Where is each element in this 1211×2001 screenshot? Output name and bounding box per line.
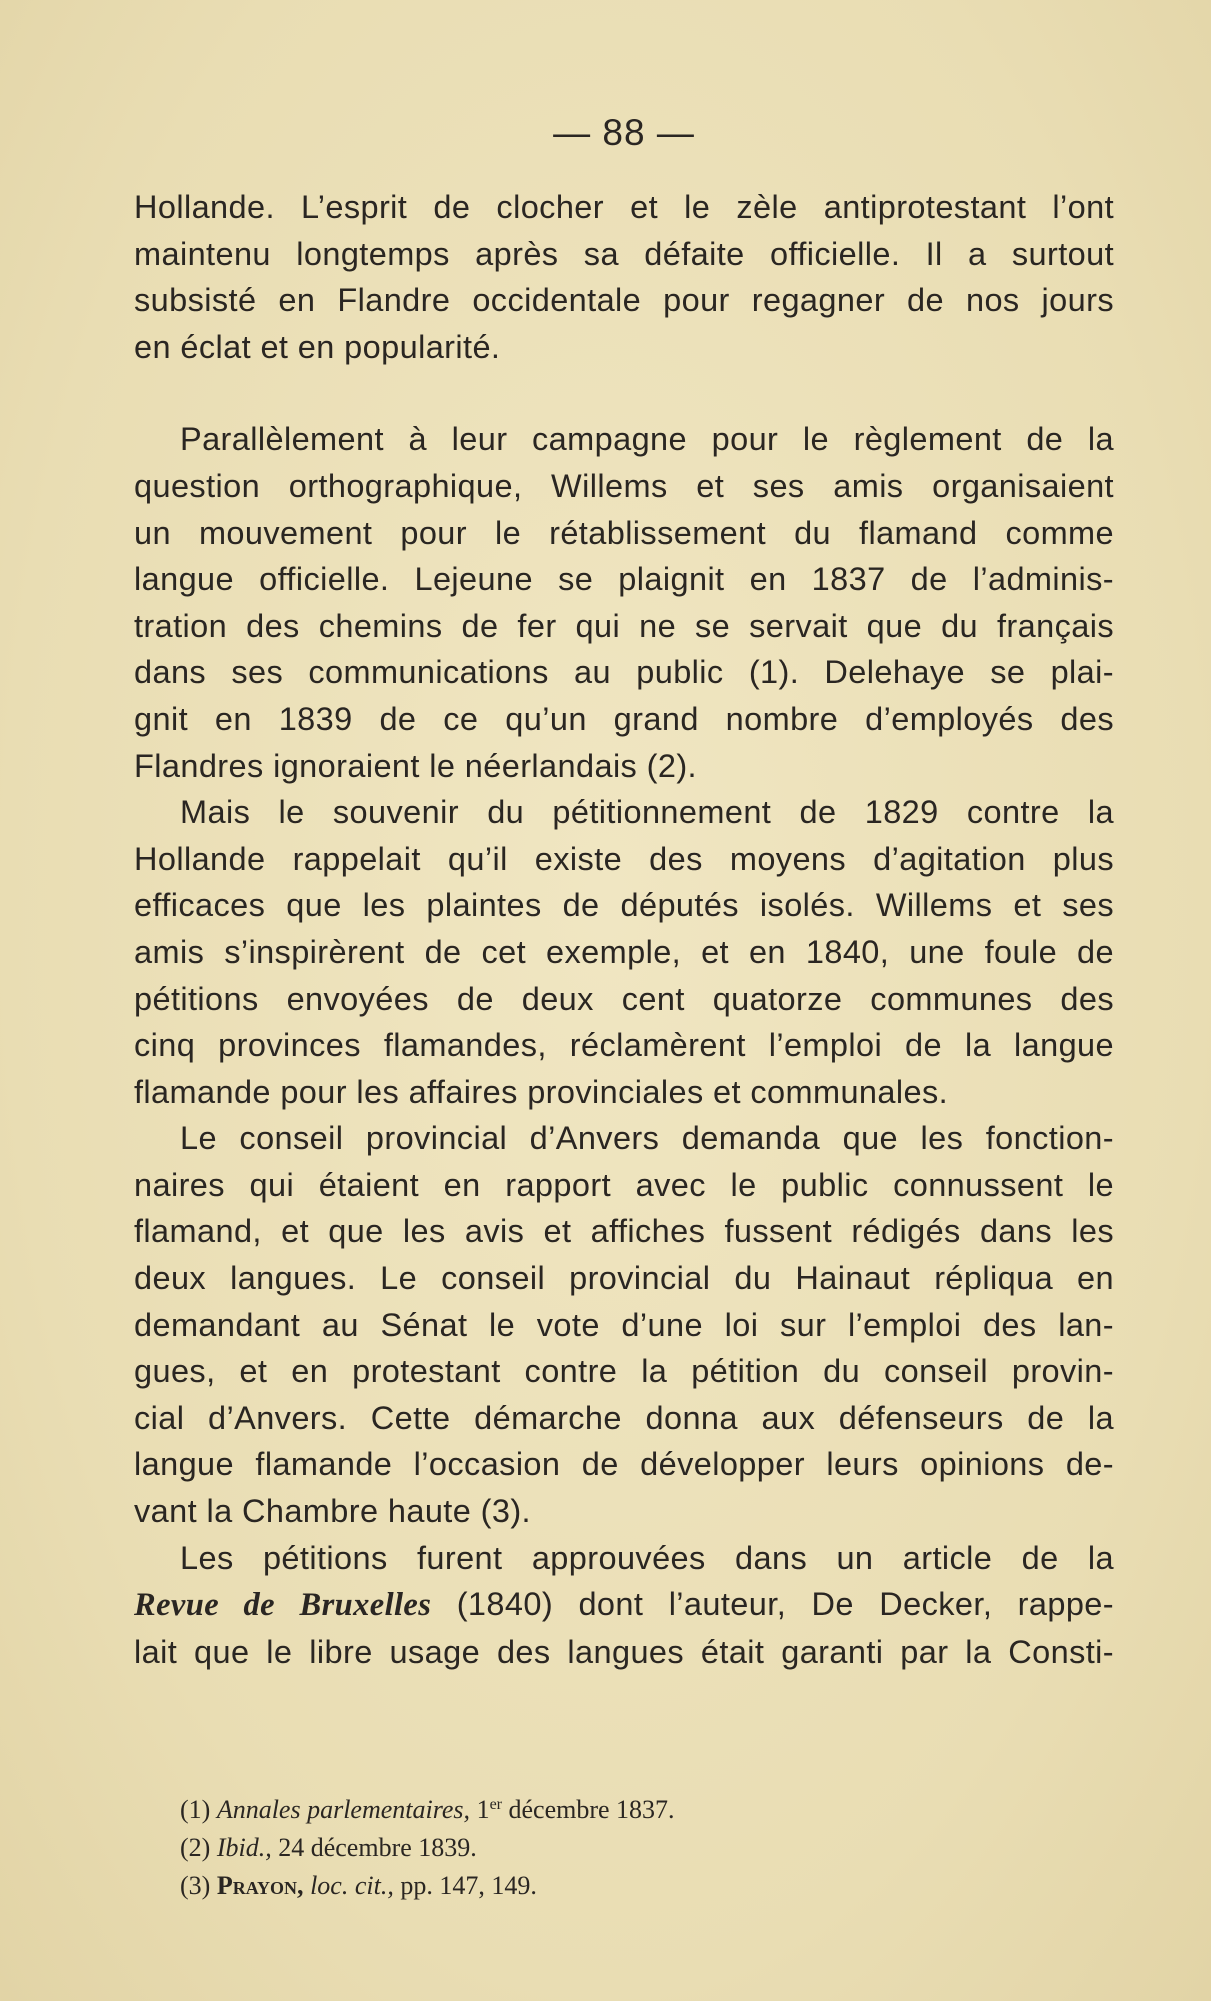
- footnote-text: 1: [470, 1795, 490, 1824]
- footnote-superscript: er: [489, 1796, 502, 1813]
- footnote-author: Prayon,: [216, 1871, 304, 1900]
- footnote-text: décembre 1837.: [502, 1795, 675, 1824]
- text-line: Hollande. L’esprit de clocher et le zèle antiprotestant l’ont: [134, 189, 1114, 225]
- text-line: [134, 1581, 1114, 1629]
- text-line: vant la Chambre haute (3).: [134, 1493, 531, 1530]
- text-line: Le conseil provincial d’Anvers demanda que les fonction-: [180, 1120, 1114, 1157]
- text-line: cinq provinces flamandes, réclamèrent l’emploi de la langue: [134, 1027, 1114, 1064]
- text-line: en éclat et en popularité.: [134, 328, 501, 365]
- text-line: tration des chemins de fer qui ne se servait que du français: [134, 607, 1114, 644]
- text-line: efficaces que les plaintes de députés isolés. Willems et ses: [134, 887, 1114, 924]
- text-line: Les pétitions furent approuvées dans un article de la: [180, 1539, 1114, 1576]
- text-line: deux langues. Le conseil provincial du Hainaut répliqua en: [134, 1260, 1114, 1297]
- paragraph: [134, 1115, 1114, 1534]
- text-line: maintenu longtemps après sa défaite officielle. Il a surtout: [134, 235, 1114, 272]
- text-line: Parallèlement à leur campagne pour le règlement de la: [180, 421, 1114, 458]
- text-line: gues, et en protestant contre la pétition du conseil provin-: [134, 1353, 1114, 1390]
- text-line: un mouvement pour le rétablissement du flamand comme: [134, 514, 1114, 551]
- text-fragment: (1840) dont l’auteur, De Decker, rappe-: [431, 1586, 1114, 1623]
- text-line: subsisté en Flandre occidentale pour regagner de nos jours: [134, 282, 1114, 319]
- footnote-source: loc. cit.,: [310, 1871, 394, 1900]
- paragraph: [134, 1535, 1114, 1676]
- text-line: demandant au Sénat le vote d’une loi sur l’emploi des lan-: [134, 1306, 1114, 1343]
- footnote: [180, 1829, 1080, 1867]
- journal-title: Revue de Bruxelles: [134, 1587, 432, 1624]
- paragraph: [134, 184, 1114, 370]
- footnote-number: (3): [180, 1871, 211, 1900]
- page-number: — 88 —: [553, 112, 695, 153]
- paragraph: [134, 416, 1114, 789]
- text-line: gnit en 1839 de ce qu’un grand nombre d’employés des: [134, 700, 1114, 737]
- text-line: langue flamande l’occasion de développer leurs opinions de-: [134, 1446, 1114, 1483]
- text-line: dans ses communications au public (1). Delehaye se plai-: [134, 654, 1114, 691]
- footnotes: [180, 1786, 1080, 1905]
- footnote: [180, 1867, 1080, 1905]
- body-text: [134, 184, 1114, 1675]
- text-line: amis s’inspirèrent de cet exemple, et en 1840, une foule de: [134, 933, 1114, 970]
- footnote-source: Ibid.,: [216, 1833, 272, 1862]
- text-line: flamand, et que les avis et affiches fussent rédigés dans les: [134, 1213, 1114, 1250]
- text-line: langue officielle. Lejeune se plaignit en 1837 de l’adminis-: [134, 561, 1114, 598]
- text-line: cial d’Anvers. Cette démarche donna aux défenseurs de la: [134, 1399, 1114, 1436]
- text-line: Flandres ignoraient le néerlandais (2).: [134, 747, 697, 784]
- text-line: question orthographique, Willems et ses amis organisaient: [134, 467, 1114, 504]
- footnote: [180, 1786, 1080, 1829]
- paragraph: [134, 789, 1114, 1115]
- text-line: Mais le souvenir du pétitionnement de 1829 contre la: [180, 794, 1114, 831]
- footnote-source: Annales parlementaires,: [216, 1795, 471, 1824]
- footnote-number: (2): [180, 1833, 211, 1862]
- text-line: naires qui étaient en rapport avec le public connussent le: [134, 1166, 1114, 1203]
- footnote-number: (1): [180, 1795, 211, 1824]
- text-line: lait que le libre usage des langues était garanti par la Consti-: [134, 1633, 1114, 1670]
- text-line: Hollande rappelait qu’il existe des moyens d’agitation plus: [134, 840, 1114, 877]
- footnote-text: 24 décembre 1839.: [271, 1833, 477, 1862]
- footnote-text: pp. 147, 149.: [393, 1871, 537, 1900]
- text-line: pétitions envoyées de deux cent quatorze communes des: [134, 980, 1114, 1017]
- text-line: flamande pour les affaires provinciales et communales.: [134, 1073, 949, 1110]
